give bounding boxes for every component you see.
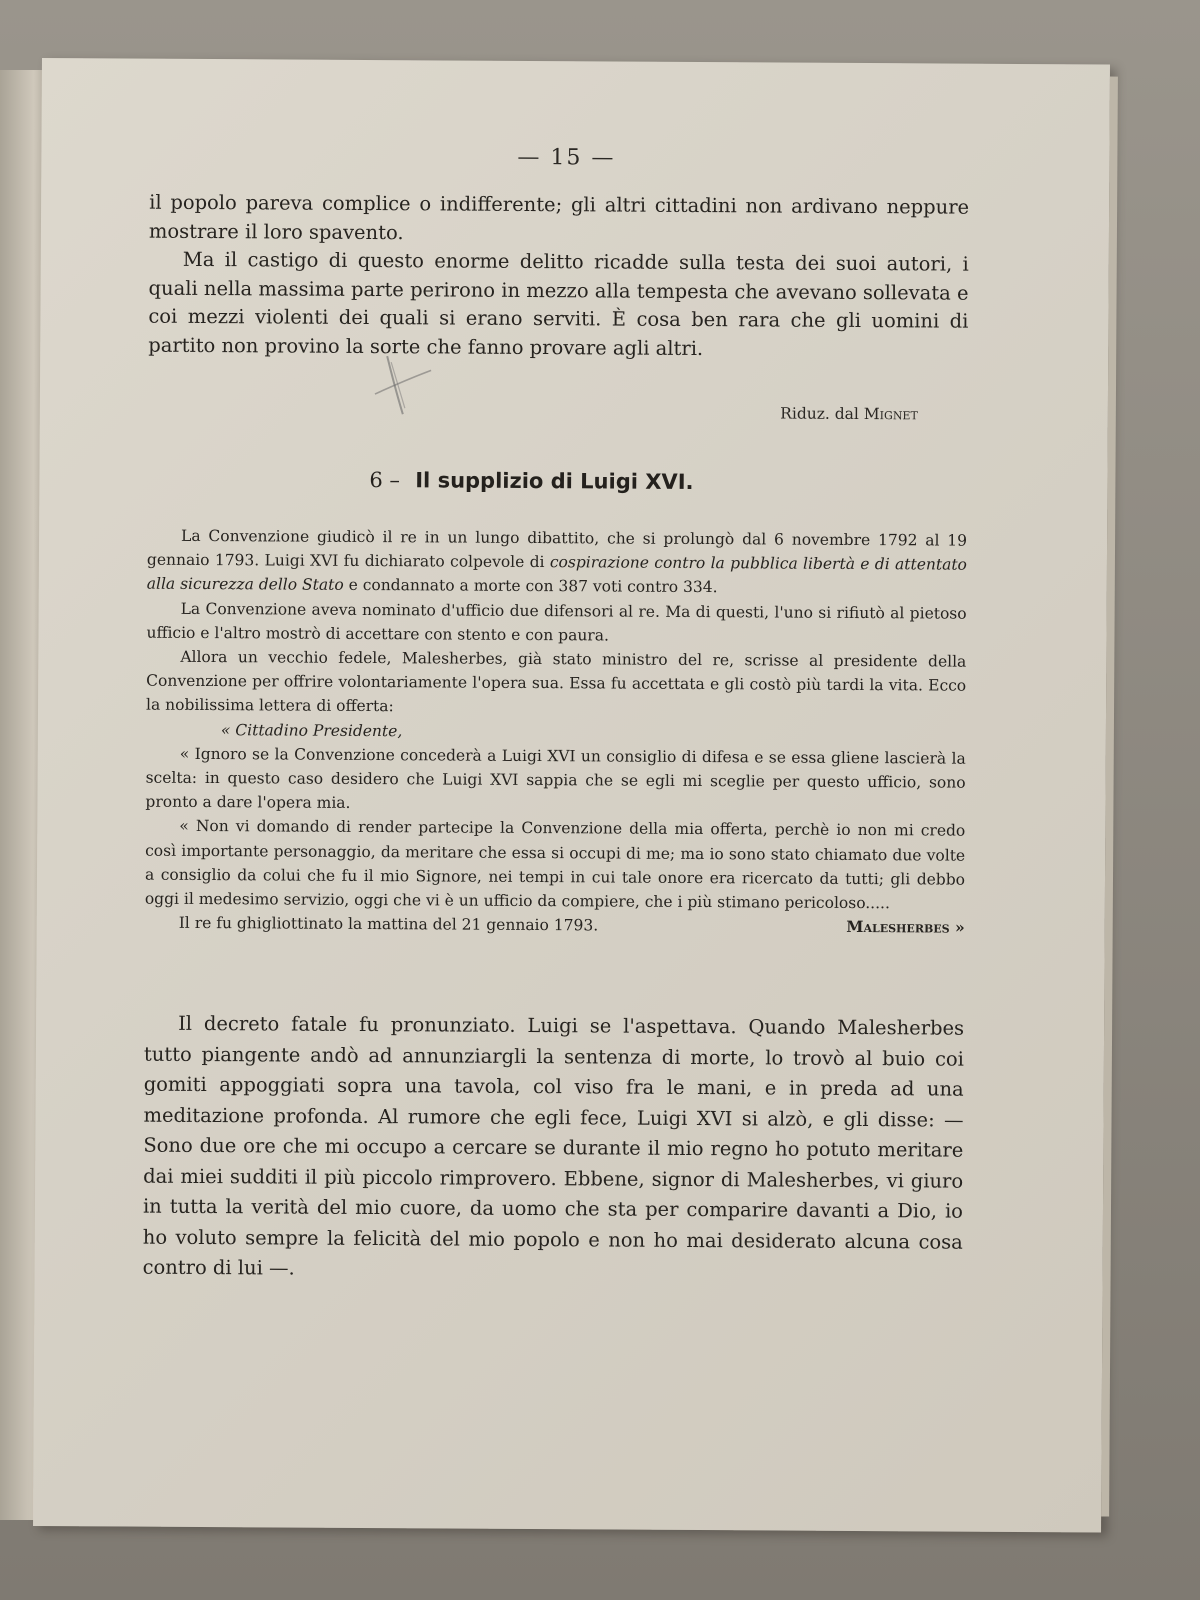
intro-text xyxy=(148,189,969,365)
final-paragraph: Il decreto fatale fu pronunziato. Luigi se l'aspettava. Quando Malesherbes tutto piangente andò ad annunziargli la sentenza di morte, lo trovò al buio coi gomiti appoggiati sopra una tavola, col viso fra le mani, e in preda ad una meditazione profonda. Al rumore che egli fece, Luigi XVI si alzò, e gli disse: — Sono due ore che mi occupo a cercare se durante il mio regno ho potuto meritare dai miei sudditi il più piccolo rimprovero. Ebbene, signor di Malesherbes, vi giuro in tutta la verità del mio cuore, da uomo che sta per comparire davanti a Dio, io ho voluto sempre la felicità del mio popolo e non ho mai desiderato alcuna cosa contro di lui —. xyxy=(142,1011,965,1280)
small-p1-start: La Convenzione giudicò il re in un lungo dibattito, che si prolungò dal 6 novembre 1792 al 19 gennaio 1793. Luigi XVI fu dichiarato colpevole di xyxy=(146,526,968,572)
letter-p2-text: « Non vi domando di render partecipe la Convenzione della mia offerta, perchè io non mi credo così importante personaggio, da meritare che essa si occupi di me; ma io sono stato chiamato due volte a consiglio da colui che fu il mio Signore, nei tempi in cui tale onore era ricercato da tutti; gli debbo oggi il medesimo servizio, oggi che vi è un ufficio da compiere, che i più stimano pericoloso..... xyxy=(144,817,966,913)
heading-title: Il supplizio di Luigi XVI. xyxy=(415,468,694,494)
small-paragraph-4: Il re fu ghigliottinato la mattina del 21 gennaio 1793. xyxy=(178,914,599,935)
small-paragraph-1 xyxy=(147,524,967,602)
section-heading xyxy=(369,468,693,494)
credit-prefix: Riduz. dal xyxy=(780,404,859,423)
final-text xyxy=(143,1009,965,1289)
page-number: — 15 — xyxy=(517,144,616,171)
book-page xyxy=(33,58,1110,1532)
intro-paragraph-2: Ma il castigo di questo enorme delitto ricadde sulla testa dei suoi autori, i quali nella massima parte perirono in mezzo alla tempesta che avevano sollevata e coi mezzi violenti dei quali si erano serviti. È cosa ben rara che gli uomini di partito non provino la sorte che fanno provare agli altri. xyxy=(148,247,969,360)
letter-signature: Malesherbes » xyxy=(846,917,965,937)
small-print-section xyxy=(145,524,967,940)
small-p1-italic: cospirazione contro la pubblica libertà e di attentato alla sicurezza dello Stato xyxy=(146,553,967,595)
small-paragraph-2: La Convenzione aveva nominato d'ufficio due difensori al re. Ma di questi, l'uno si rifiutò al pietoso ufficio e l'altro mostrò di accettare con stento e con paura. xyxy=(146,599,967,645)
small-p1-end: e condannato a morte con 387 voti contro 334. xyxy=(343,576,718,597)
small-paragraph-3: Allora un vecchio fedele, Malesherbes, già stato ministro del re, scrisse al presidente della Convenzione per offrire volontariamente l'opera sua. Essa fu accettata e gli costò più tardi la vita. Ecco la nobilissima lettera di offerta: xyxy=(145,647,967,716)
source-credit xyxy=(780,405,918,424)
letter-paragraph-1: « Ignoro se la Convenzione concederà a Luigi XVI un consiglio di difesa e se essa gliene lascierà la scelta: in questo caso desidero che Luigi XVI sappia che se egli mi sceglie per questo ufficio, sono pronto a dare l'opera mia. xyxy=(145,744,966,813)
intro-paragraph-1: il popolo pareva complice o indifferente; gli altri cittadini non ardivano neppure mostrare il loro spavento. xyxy=(148,190,970,244)
heading-number: 6 – xyxy=(369,468,401,493)
pencil-mark-icon xyxy=(365,348,435,418)
letter-salutation: « Cittadino Presidente, xyxy=(220,720,403,740)
credit-author: Mignet xyxy=(863,405,918,424)
